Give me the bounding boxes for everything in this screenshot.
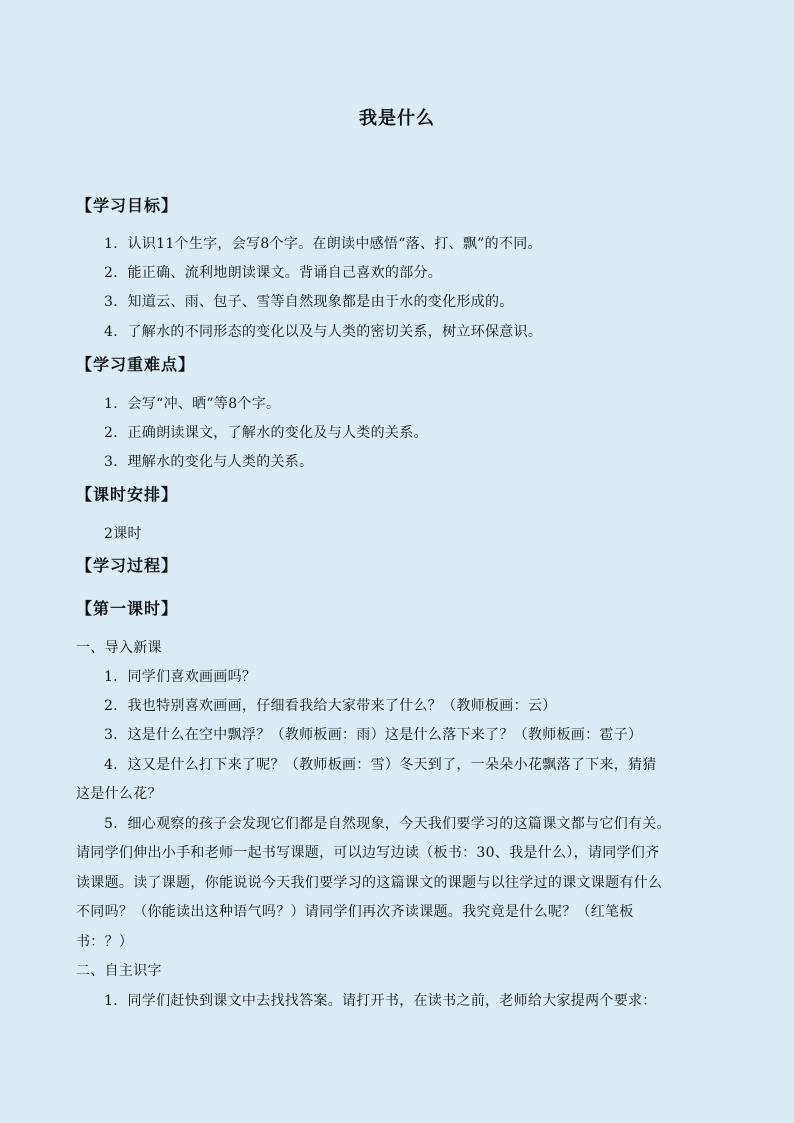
schedule-text: 2课时 xyxy=(104,526,142,542)
key-point-item: 2．正确朗读课文，了解水的变化及与人类的关系。 xyxy=(104,425,428,441)
part2-heading: 二、自主识字 xyxy=(76,963,162,979)
lesson1-heading: 【第一课时】 xyxy=(76,599,179,618)
part1-item-cont: 书：？） xyxy=(76,934,134,950)
part1-item: 3．这是什么在空中飘浮？（教师板画：雨）这是什么落下来了？（教师板画：雹子） xyxy=(104,727,643,743)
part1-item-cont: 这是什么花？ xyxy=(76,786,162,802)
goal-item: 4．了解水的不同形态的变化以及与人类的密切关系，树立环保意识。 xyxy=(104,324,543,340)
part1-heading: 一、导入新课 xyxy=(76,640,162,656)
part1-item-cont: 请同学们伸出小手和老师一起书写课题，可以边写边读（板书：30、我是什么），请同学们齐 xyxy=(76,845,660,861)
goal-item: 1．认识11个生字，会写8个字。在朗读中感悟“落、打、飘”的不同。 xyxy=(104,236,542,252)
key-points-heading: 【学习重难点】 xyxy=(76,355,196,374)
process-heading: 【学习过程】 xyxy=(76,556,179,575)
goal-item: 2．能正确、流利地朗读课文。背诵自己喜欢的部分。 xyxy=(104,265,443,281)
key-point-item: 3．理解水的变化与人类的关系。 xyxy=(104,454,314,470)
schedule-heading: 【课时安排】 xyxy=(76,485,179,504)
part1-item-cont: 不同吗？（你能读出这种语气吗？）请同学们再次齐读课题。我究竟是什么呢？（红笔板 xyxy=(76,904,634,920)
goal-item: 3．知道云、雨、包子、雪等自然现象都是由于水的变化形成的。 xyxy=(104,294,514,310)
part1-item: 1．同学们喜欢画画吗？ xyxy=(104,669,257,685)
part1-item: 2．我也特别喜欢画画，仔细看我给大家带来了什么？（教师板画：云） xyxy=(104,698,557,714)
part1-item: 4．这又是什么打下来了呢？（教师板画：雪）冬天到了，一朵朵小花飘落了下来，猜猜 xyxy=(104,757,657,773)
part2-item: 1．同学们赶快到课文中去找找答案。请打开书，在读书之前，老师给大家提两个要求： xyxy=(104,993,657,1009)
document-title: 我是什么 xyxy=(359,108,435,129)
part1-item: 5．细心观察的孩子会发现它们都是自然现象，今天我们要学习的这篇课文都与它们有关。 xyxy=(104,816,671,832)
key-point-item: 1．会写“冲、晒”等8个字。 xyxy=(104,396,281,412)
part1-item-cont: 读课题。读了课题，你能说说今天我们要学习的这篇课文的课题与以往学过的课文课题有什么 xyxy=(76,875,663,891)
goals-heading: 【学习目标】 xyxy=(76,196,179,215)
